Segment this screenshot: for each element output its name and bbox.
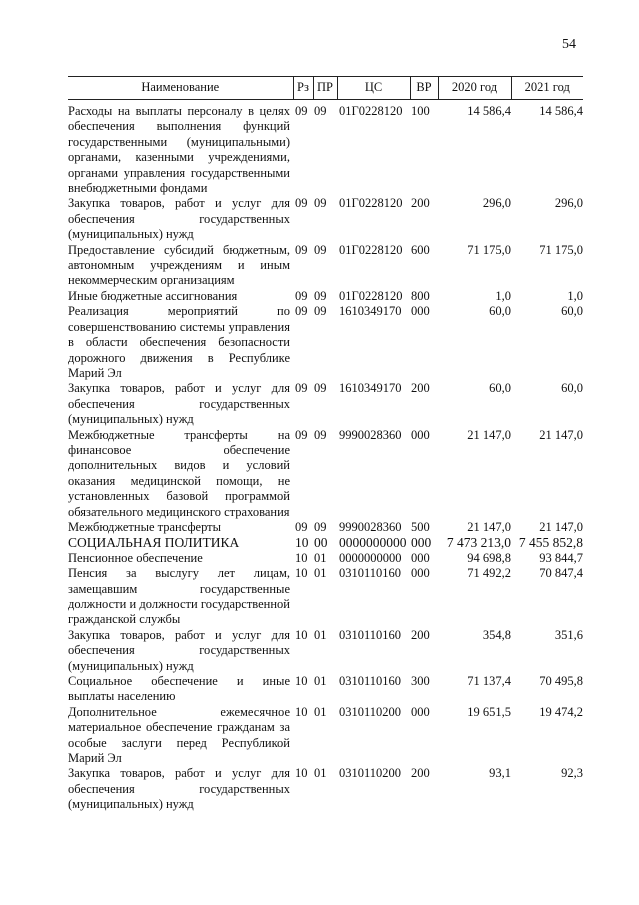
row-pr: 01 [314,627,327,642]
row-rz: 09 [295,242,308,257]
row-pr: 01 [314,766,327,781]
row-value-2021: 93 844,7 [539,550,583,565]
row-vr: 000 [411,704,430,719]
row-vr: 000 [411,535,432,551]
row-name: Закупка товаров, работ и услуг для обеспечения государственных (муниципальных) нужд [68,627,290,673]
row-cs: 01Г0228120 [339,104,403,118]
row-cs: 01Г0228120 [339,288,403,303]
row-pr: 09 [314,381,327,396]
table-row [68,381,583,427]
row-value-2020: 296,0 [482,196,511,211]
row-rz: 09 [295,104,308,118]
table-header-row [68,77,583,100]
row-rz: 10 [295,704,308,719]
row-value-2021: 351,6 [554,627,583,642]
page-number: 54 [562,37,576,52]
row-pr: 09 [314,427,327,442]
row-name: Межбюджетные трансферты на финансовое обеспечение дополнительных видов и условий оказания медицинской помощи, не установленных базовой программой обязательного медицинского страхования [68,427,290,519]
row-rz: 09 [295,381,308,396]
row-vr: 000 [411,566,430,581]
table-row [68,100,583,197]
table-row [68,535,583,550]
row-rz: 09 [295,519,308,534]
header-pr: ПР [313,77,337,100]
row-rz: 09 [295,288,308,303]
row-rz: 10 [295,566,308,581]
table-row [68,196,583,242]
row-pr: 09 [314,104,327,118]
row-cs: 0310110200 [339,704,402,719]
row-cs: 1610349170 [339,304,402,319]
row-name: Закупка товаров, работ и услуг для обеспечения государственных (муниципальных) нужд [68,381,290,427]
row-name: Реализация мероприятий по совершенствованию системы управления в области обеспечения безопасности дорожного движения в Республике Марий Эл [68,304,290,380]
row-value-2020: 93,1 [489,766,511,781]
row-vr: 800 [411,288,430,303]
row-cs: 01Г0228120 [339,196,403,211]
row-pr: 09 [314,196,327,211]
row-rz: 10 [295,766,308,781]
row-value-2021: 70 495,8 [539,674,583,689]
row-vr: 200 [411,196,430,211]
row-rz: 09 [295,427,308,442]
row-value-2020: 354,8 [482,627,511,642]
row-cs: 0000000000 [339,535,407,551]
row-vr: 200 [411,766,430,781]
row-name: Пенсия за выслугу лет лицам, замещавшим государственные должности и должности государственной гражданской службы [68,566,290,627]
row-value-2021: 21 147,0 [539,427,583,442]
row-pr: 09 [314,242,327,257]
table-row [68,520,583,535]
table-row [68,551,583,566]
row-value-2020: 21 147,0 [467,427,511,442]
table-row [68,628,583,674]
row-value-2021: 21 147,0 [539,519,583,534]
row-name: Расходы на выплаты персоналу в целях обеспечения выполнения функций государственными (муниципальными) органами, казенными учреждениями, органами управления государственными внебюджетными фондами [68,104,290,196]
row-value-2020: 14 586,4 [467,104,511,118]
row-value-2021: 60,0 [561,381,583,396]
row-value-2021: 71 175,0 [539,242,583,257]
row-vr: 200 [411,381,430,396]
row-value-2021: 296,0 [554,196,583,211]
row-name: Закупка товаров, работ и услуг для обеспечения государственных (муниципальных) нужд [68,196,290,242]
row-cs: 0000000000 [339,550,402,565]
row-name: Предоставление субсидий бюджетным, автономным учреждениям и иным некоммерческим организациям [68,242,290,288]
table-row [68,766,583,812]
row-name: Пенсионное обеспечение [68,550,203,565]
header-vr: ВР [410,77,438,100]
header-rz: Рз [293,77,313,100]
row-rz: 10 [295,627,308,642]
row-cs: 0310110160 [339,566,402,581]
row-value-2020: 7 473 213,0 [446,535,511,551]
row-value-2020: 71 175,0 [467,242,511,257]
row-vr: 300 [411,674,430,689]
row-value-2020: 21 147,0 [467,519,511,534]
row-value-2021: 1,0 [567,288,583,303]
header-name: Наименование [68,77,293,100]
table-row [68,289,583,304]
row-value-2020: 71 137,4 [467,674,511,689]
row-cs: 0310110160 [339,627,402,642]
row-cs: 01Г0228120 [339,242,403,257]
table-row [68,304,583,381]
header-year-2021: 2021 год [511,77,583,100]
row-pr: 01 [314,704,327,719]
row-name: Иные бюджетные ассигнования [68,288,238,303]
row-value-2021: 70 847,4 [539,566,583,581]
row-rz: 10 [295,535,309,551]
row-vr: 000 [411,427,430,442]
row-vr: 200 [411,627,430,642]
row-cs: 0310110160 [339,674,402,689]
row-rz: 09 [295,196,308,211]
row-value-2020: 94 698,8 [467,550,511,565]
row-name: Дополнительное ежемесячное материальное обеспечение гражданам за особые заслуги перед Республикой Марий Эл [68,704,290,766]
row-value-2021: 60,0 [561,304,583,319]
row-value-2021: 7 455 852,8 [518,535,583,551]
budget-table [68,76,583,813]
row-cs: 9990028360 [339,519,402,534]
row-cs: 0310110200 [339,766,402,781]
row-pr: 09 [314,519,327,534]
row-pr: 01 [314,674,327,689]
row-rz: 10 [295,674,308,689]
table-row [68,428,583,520]
row-value-2020: 19 651,5 [467,704,511,719]
row-rz: 09 [295,304,308,319]
row-vr: 500 [411,519,430,534]
row-cs: 9990028360 [339,427,402,442]
table-row [68,705,583,767]
table-row [68,566,583,628]
row-value-2020: 71 492,2 [467,566,511,581]
row-rz: 10 [295,550,308,565]
row-name: Социальное обеспечение и иные выплаты населению [68,674,290,704]
row-value-2020: 1,0 [495,288,511,303]
row-cs: 1610349170 [339,381,402,396]
row-value-2021: 14 586,4 [539,104,583,118]
header-year-2020: 2020 год [438,77,511,100]
row-name: Межбюджетные трансферты [68,519,222,534]
header-cs: ЦС [337,77,410,100]
row-pr: 09 [314,304,327,319]
row-value-2021: 92,3 [561,766,583,781]
row-vr: 100 [411,104,430,118]
row-pr: 00 [314,535,328,551]
row-name: Закупка товаров, работ и услуг для обеспечения государственных (муниципальных) нужд [68,766,290,812]
row-pr: 09 [314,288,327,303]
row-value-2020: 60,0 [489,381,511,396]
row-vr: 000 [411,550,430,565]
table-row [68,243,583,289]
row-vr: 600 [411,242,430,257]
table-row [68,674,583,705]
row-name: СОЦИАЛЬНАЯ ПОЛИТИКА [68,535,240,551]
row-value-2021: 19 474,2 [539,704,583,719]
row-value-2020: 60,0 [489,304,511,319]
row-pr: 01 [314,550,327,565]
row-vr: 000 [411,304,430,319]
table-body [68,100,583,813]
row-pr: 01 [314,566,327,581]
